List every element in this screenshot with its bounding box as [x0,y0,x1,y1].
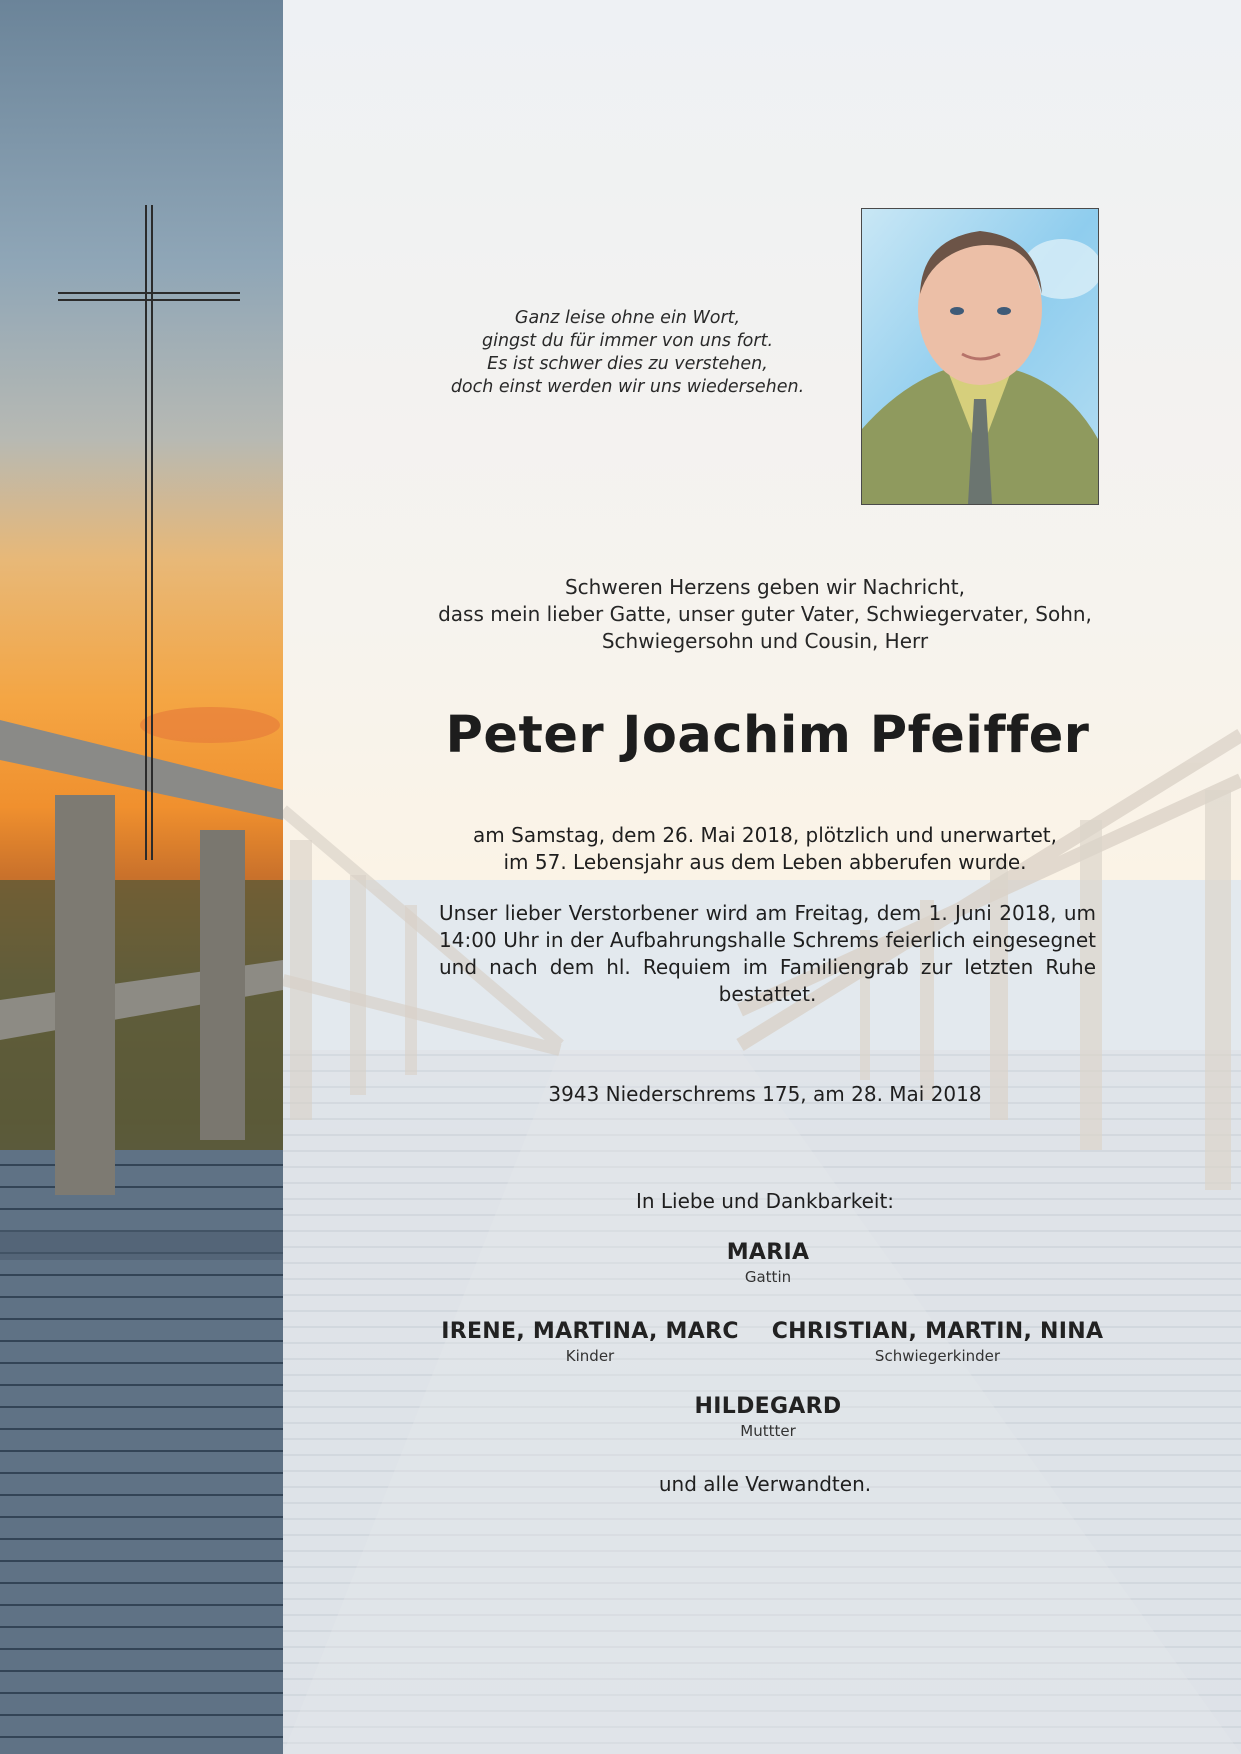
portrait-photo [861,208,1099,505]
mourner-mother [648,1394,888,1440]
mourner-children-in-law [770,1319,1105,1365]
death-notice [430,822,1100,876]
intro-line: dass mein lieber Gatte, unser guter Vater, Schwiegervater, Sohn, [438,602,1092,626]
thanks-line: In Liebe und Dankbarkeit: [635,1189,895,1213]
death-line: am Samstag, dem 26. Mai 2018, plötzlich und unerwartet, [473,823,1057,847]
mourner-name: CHRISTIAN, MARTIN, NINA [771,1319,1104,1344]
mourner-role: Gattin [744,1268,792,1286]
mourner-children [430,1319,750,1365]
poem-line: Ganz leise ohne ein Wort, [514,308,741,328]
place-date: 3943 Niederschrems 175, am 28. Mai 2018 [548,1082,982,1106]
cross-icon [58,205,240,860]
mourner-role: Kinder [565,1347,615,1365]
memorial-poem [400,307,855,399]
mourner-role: Schwiegerkinder [874,1347,1001,1365]
mourner-name: IRENE, MARTINA, MARC [441,1319,739,1344]
deceased-name: Peter Joachim Pfeiffer [445,706,1090,765]
mourner-spouse [668,1240,868,1286]
poem-line: Es ist schwer dies zu verstehen, [487,354,768,374]
mourner-role: Muttter [740,1422,796,1440]
death-line: im 57. Lebensjahr aus dem Leben abberufen wurde. [503,850,1027,874]
mourner-name: HILDEGARD [694,1394,842,1419]
mourner-name: MARIA [726,1240,810,1265]
poem-line: doch einst werden wir uns wiedersehen. [450,377,805,397]
poem-line: gingst du für immer von uns fort. [481,331,774,351]
intro-line: Schweren Herzens geben wir Nachricht, [564,575,966,599]
funeral-details: Unser lieber Verstorbener wird am Freitag, dem 1. Juni 2018, um 14:00 Uhr in der Aufbahrungshalle Schrems feierlich eingesegnet und nach dem hl. Requiem im Familiengrab zur letzten Ruhe bestattet. [439,901,1096,1006]
announcement-intro [430,574,1100,655]
intro-line: Schwiegersohn und Cousin, Herr [601,629,929,653]
closing-line: und alle Verwandten. [658,1472,872,1496]
